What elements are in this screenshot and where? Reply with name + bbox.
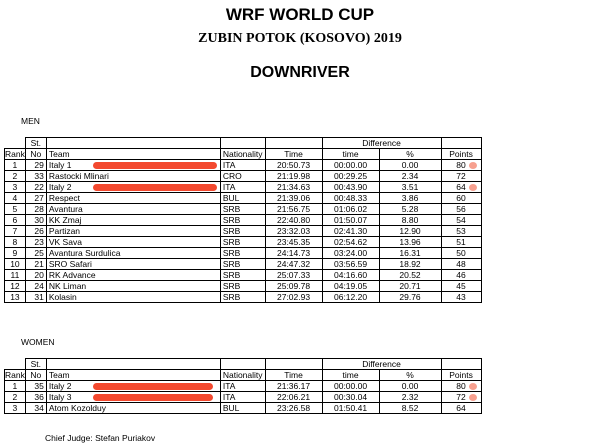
marker-dot: [469, 162, 477, 169]
diff-time-cell: 01:06.02: [322, 204, 379, 215]
diff-percent-cell: 0.00: [379, 160, 441, 171]
diff-percent-cell: 16.31: [379, 248, 441, 259]
team-cell: Italy 2: [46, 381, 220, 392]
nationality-cell: SRB: [220, 270, 265, 281]
col-points: Points: [441, 149, 481, 160]
col-diff-time: time: [322, 149, 379, 160]
rank-cell: 8: [5, 237, 26, 248]
rank-cell: 7: [5, 226, 26, 237]
rank-cell: 3: [5, 182, 26, 193]
time-cell: 21:39.06: [265, 193, 322, 204]
diff-percent-cell: 3.86: [379, 193, 441, 204]
rank-cell: 13: [5, 292, 26, 303]
table-row: [5, 281, 482, 292]
points-cell: 48: [441, 259, 481, 270]
time-cell: 23:32.03: [265, 226, 322, 237]
diff-percent-cell: 3.51: [379, 182, 441, 193]
start-no-cell: 36: [25, 392, 46, 403]
nationality-cell: ITA: [220, 160, 265, 171]
diff-time-cell: 03:56.59: [322, 259, 379, 270]
start-no-cell: 31: [25, 292, 46, 303]
time-cell: 27:02.93: [265, 292, 322, 303]
diff-percent-cell: 2.34: [379, 171, 441, 182]
diff-time-cell: 01:50.41: [322, 403, 379, 414]
start-no-cell: 33: [25, 171, 46, 182]
diff-time-cell: 00:43.90: [322, 182, 379, 193]
diff-time-cell: 00:00.00: [322, 160, 379, 171]
team-cell: VK Sava: [46, 237, 220, 248]
start-no-cell: 26: [25, 226, 46, 237]
table-row: [5, 193, 482, 204]
points-cell: 56: [441, 204, 481, 215]
nationality-cell: SRB: [220, 292, 265, 303]
start-no-cell: 34: [25, 403, 46, 414]
header-row: [5, 138, 482, 149]
team-cell: Italy 2: [46, 182, 220, 193]
time-cell: 21:19.98: [265, 171, 322, 182]
marker-dot: [469, 394, 477, 401]
table-row: [5, 381, 482, 392]
redaction-mark: [93, 184, 217, 191]
points-cell: 54: [441, 215, 481, 226]
rank-cell: 6: [5, 215, 26, 226]
header-row: [5, 370, 482, 381]
table-row: [5, 248, 482, 259]
table-row: [5, 204, 482, 215]
rank-cell: 10: [5, 259, 26, 270]
nationality-cell: ITA: [220, 182, 265, 193]
col-points: Points: [441, 370, 481, 381]
redaction-mark: [93, 394, 213, 401]
team-cell: SRO Safari: [46, 259, 220, 270]
start-no-cell: 20: [25, 270, 46, 281]
time-cell: 21:56.75: [265, 204, 322, 215]
time-cell: 23:26.58: [265, 403, 322, 414]
team-cell: NK Liman: [46, 281, 220, 292]
time-cell: 21:36.17: [265, 381, 322, 392]
diff-percent-cell: 0.00: [379, 381, 441, 392]
rank-cell: 1: [5, 160, 26, 171]
col-rank: Rank: [5, 149, 25, 159]
diff-time-cell: 06:12.20: [322, 292, 379, 303]
points-cell: 50: [441, 248, 481, 259]
table-row: [5, 392, 482, 403]
diff-time-cell: 00:30.04: [322, 392, 379, 403]
col-difference: Difference: [322, 359, 441, 370]
event-title: WRF WORLD CUP: [225, 5, 375, 24]
time-cell: 22:40.80: [265, 215, 322, 226]
diff-percent-cell: 8.80: [379, 215, 441, 226]
table-row: [5, 182, 482, 193]
diff-time-cell: 00:48.33: [322, 193, 379, 204]
team-cell: KK Zmaj: [46, 215, 220, 226]
nationality-cell: ITA: [220, 381, 265, 392]
col-nationality: Nationality: [220, 370, 265, 381]
col-time: Time: [265, 370, 322, 381]
diff-percent-cell: 18.92: [379, 259, 441, 270]
start-no-cell: 35: [25, 381, 46, 392]
rank-cell: 5: [5, 204, 26, 215]
table-row: [5, 403, 482, 414]
diff-percent-cell: 2.32: [379, 392, 441, 403]
rank-cell: 11: [5, 270, 26, 281]
time-cell: 22:06.21: [265, 392, 322, 403]
points-cell: 60: [441, 193, 481, 204]
discipline-title: DOWNRIVER: [250, 64, 350, 81]
team-cell: Avantura Surdulica: [46, 248, 220, 259]
start-no-cell: 28: [25, 204, 46, 215]
time-cell: 25:07.33: [265, 270, 322, 281]
nationality-cell: CRO: [220, 171, 265, 182]
nationality-cell: BUL: [220, 403, 265, 414]
table-row: [5, 292, 482, 303]
team-cell: Italy 3: [46, 392, 220, 403]
start-no-cell: 22: [25, 182, 46, 193]
rank-cell: 2: [5, 171, 26, 182]
header-row: [5, 149, 482, 160]
nationality-cell: SRB: [220, 215, 265, 226]
diff-percent-cell: 12.90: [379, 226, 441, 237]
start-no-cell: 29: [25, 160, 46, 171]
diff-time-cell: 01:50.07: [322, 215, 379, 226]
marker-dot: [469, 383, 477, 390]
men-section-label: MEN: [21, 116, 40, 126]
table-row: [5, 237, 482, 248]
redaction-mark: [93, 383, 213, 390]
event-subtitle: ZUBIN POTOK (KOSOVO) 2019: [198, 31, 402, 46]
table-row: [5, 270, 482, 281]
points-cell: 80: [441, 381, 481, 392]
rank-cell: 3: [5, 403, 26, 414]
diff-time-cell: 02:41.30: [322, 226, 379, 237]
col-difference: Difference: [322, 138, 441, 149]
points-cell: 64: [441, 403, 481, 414]
points-cell: 45: [441, 281, 481, 292]
diff-time-cell: 04:16.60: [322, 270, 379, 281]
col-no: No: [25, 149, 46, 160]
diff-time-cell: 04:19.05: [322, 281, 379, 292]
diff-percent-cell: 20.71: [379, 281, 441, 292]
redaction-mark: [93, 162, 217, 169]
rank-cell: 1: [5, 381, 26, 392]
header-row: [5, 359, 482, 370]
table-row: [5, 226, 482, 237]
nationality-cell: SRB: [220, 248, 265, 259]
team-cell: Atom Kozolduy: [46, 403, 220, 414]
diff-percent-cell: 20.52: [379, 270, 441, 281]
marker-dot: [469, 184, 477, 191]
start-no-cell: 23: [25, 237, 46, 248]
rank-cell: 12: [5, 281, 26, 292]
col-nationality: Nationality: [220, 149, 265, 160]
col-team: Team: [46, 149, 220, 160]
diff-time-cell: 02:54.62: [322, 237, 379, 248]
rank-cell: 4: [5, 193, 26, 204]
col-percent: %: [379, 370, 441, 381]
nationality-cell: SRB: [220, 259, 265, 270]
points-cell: 46: [441, 270, 481, 281]
diff-percent-cell: 5.28: [379, 204, 441, 215]
points-cell: 64: [441, 182, 481, 193]
col-rank: Rank: [5, 370, 25, 380]
points-cell: 72: [441, 392, 481, 403]
nationality-cell: SRB: [220, 281, 265, 292]
nationality-cell: SRB: [220, 237, 265, 248]
diff-percent-cell: 8.52: [379, 403, 441, 414]
men-results-table: [4, 137, 482, 303]
diff-percent-cell: 29.76: [379, 292, 441, 303]
rank-cell: 2: [5, 392, 26, 403]
table-row: [5, 259, 482, 270]
table-row: [5, 160, 482, 171]
points-cell: 80: [441, 160, 481, 171]
start-no-cell: 25: [25, 248, 46, 259]
diff-time-cell: 03:24.00: [322, 248, 379, 259]
nationality-cell: SRB: [220, 226, 265, 237]
time-cell: 24:47.32: [265, 259, 322, 270]
col-team: Team: [46, 370, 220, 381]
start-no-cell: 21: [25, 259, 46, 270]
points-cell: 51: [441, 237, 481, 248]
start-no-cell: 27: [25, 193, 46, 204]
time-cell: 24:14.73: [265, 248, 322, 259]
start-no-cell: 24: [25, 281, 46, 292]
diff-percent-cell: 13.96: [379, 237, 441, 248]
nationality-cell: SRB: [220, 204, 265, 215]
nationality-cell: BUL: [220, 193, 265, 204]
team-cell: Avantura: [46, 204, 220, 215]
diff-time-cell: 00:29.25: [322, 171, 379, 182]
time-cell: 20:50.73: [265, 160, 322, 171]
rank-cell: 9: [5, 248, 26, 259]
team-cell: Partizan: [46, 226, 220, 237]
col-st: St.: [25, 359, 46, 370]
table-row: [5, 171, 482, 182]
col-time: Time: [265, 149, 322, 160]
time-cell: 25:09.78: [265, 281, 322, 292]
team-cell: Kolasin: [46, 292, 220, 303]
team-cell: Rastocki Mlinari: [46, 171, 220, 182]
start-no-cell: 30: [25, 215, 46, 226]
col-st: St.: [25, 138, 46, 149]
points-cell: 72: [441, 171, 481, 182]
team-cell: Respect: [46, 193, 220, 204]
time-cell: 23:45.35: [265, 237, 322, 248]
team-cell: RK Advance: [46, 270, 220, 281]
col-no: No: [25, 370, 46, 381]
table-row: [5, 215, 482, 226]
points-cell: 53: [441, 226, 481, 237]
time-cell: 21:34.63: [265, 182, 322, 193]
col-percent: %: [379, 149, 441, 160]
points-cell: 43: [441, 292, 481, 303]
women-results-table: [4, 358, 482, 414]
women-section-label: WOMEN: [21, 337, 55, 347]
nationality-cell: ITA: [220, 392, 265, 403]
chief-judge: Chief Judge: Stefan Puriakov: [45, 433, 156, 443]
team-cell: Italy 1: [46, 160, 220, 171]
col-diff-time: time: [322, 370, 379, 381]
diff-time-cell: 00:00.00: [322, 381, 379, 392]
